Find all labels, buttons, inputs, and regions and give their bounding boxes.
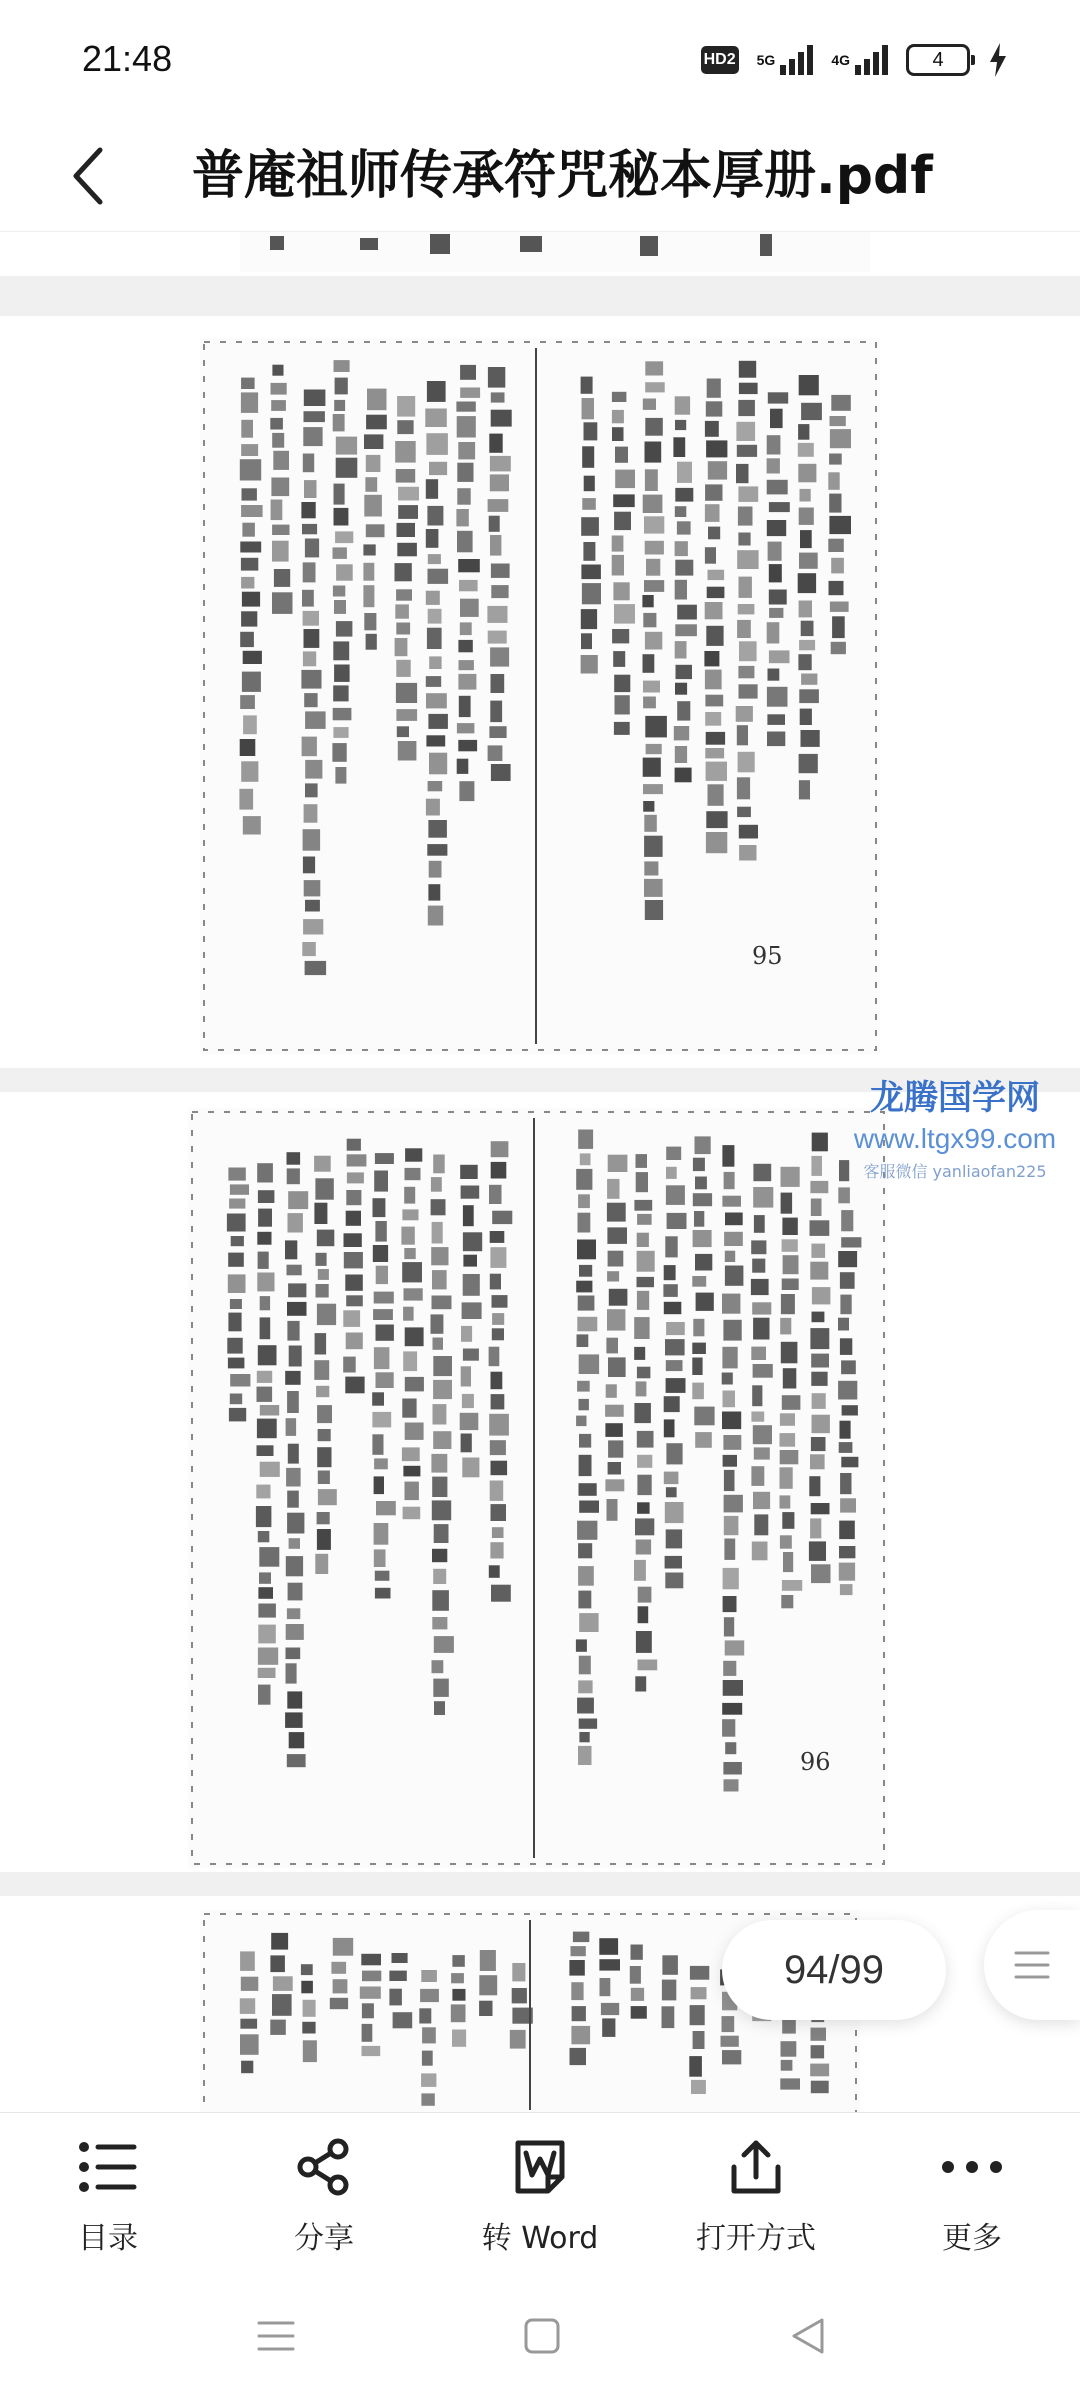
page-scan-image [240,232,870,272]
list-icon [76,2135,140,2199]
signal-4g-icon [831,45,888,75]
network-type-label: 5G [756,52,776,68]
watermark-contact: 客服微信 yanliaofan225 [863,1162,1047,1181]
page-indicator[interactable]: 94/99 [722,1920,946,2020]
pdf-page [0,316,1080,1068]
system-nav-bar [0,2272,1080,2400]
drag-handle-icon [1012,1948,1052,1982]
network-type-label: 4G [831,52,850,68]
convert-word-label: 转 Word [481,2221,599,2256]
share-button[interactable] [216,2113,432,2272]
status-bar [0,0,1080,120]
watermark-url: www.ltgx99.com [853,1123,1057,1154]
page-number-label: 96 [800,1748,831,1776]
pdf-page-previous [0,232,1080,276]
nav-home-button[interactable] [506,2300,578,2372]
hd-voice-icon: HD2 [701,46,739,74]
more-button[interactable] [864,2113,1080,2272]
status-indicators [701,40,1008,80]
watermark-title: 龙腾国学网 [870,1078,1040,1118]
bottom-toolbar [0,2112,1080,2272]
pdf-page [0,1092,1080,1872]
more-label: 更多 [942,2221,1002,2256]
open-with-button[interactable] [648,2113,864,2272]
back-triangle-icon [788,2316,828,2356]
share-label: 分享 [294,2221,354,2256]
home-square-icon [522,2316,562,2356]
battery-level: 4 [932,48,944,71]
page-scan-image [200,338,880,1054]
nav-menu-button[interactable] [240,2300,312,2372]
charging-bolt-icon [988,43,1008,77]
chevron-left-icon [68,146,108,206]
toc-button[interactable] [0,2113,216,2272]
open-with-icon [724,2135,788,2199]
menu-icon [256,2319,296,2353]
nav-back-button[interactable] [772,2300,844,2372]
more-icon [940,2135,1004,2199]
page-number-label: 95 [752,942,783,970]
word-convert-icon [508,2135,572,2199]
battery-icon [906,44,970,76]
title-bar [0,120,1080,232]
toc-label: 目录 [78,2221,138,2256]
page-scan-image [188,1108,888,1868]
open-with-label: 打开方式 [696,2221,816,2256]
signal-5g-icon [757,45,814,75]
share-icon [292,2135,356,2199]
watermark [830,1070,1080,1182]
back-button[interactable] [56,144,120,208]
convert-word-button[interactable] [432,2113,648,2272]
document-title: 普庵祖师传承符咒秘本厚册.pdf [192,146,933,206]
status-time: 21:48 [82,38,173,79]
